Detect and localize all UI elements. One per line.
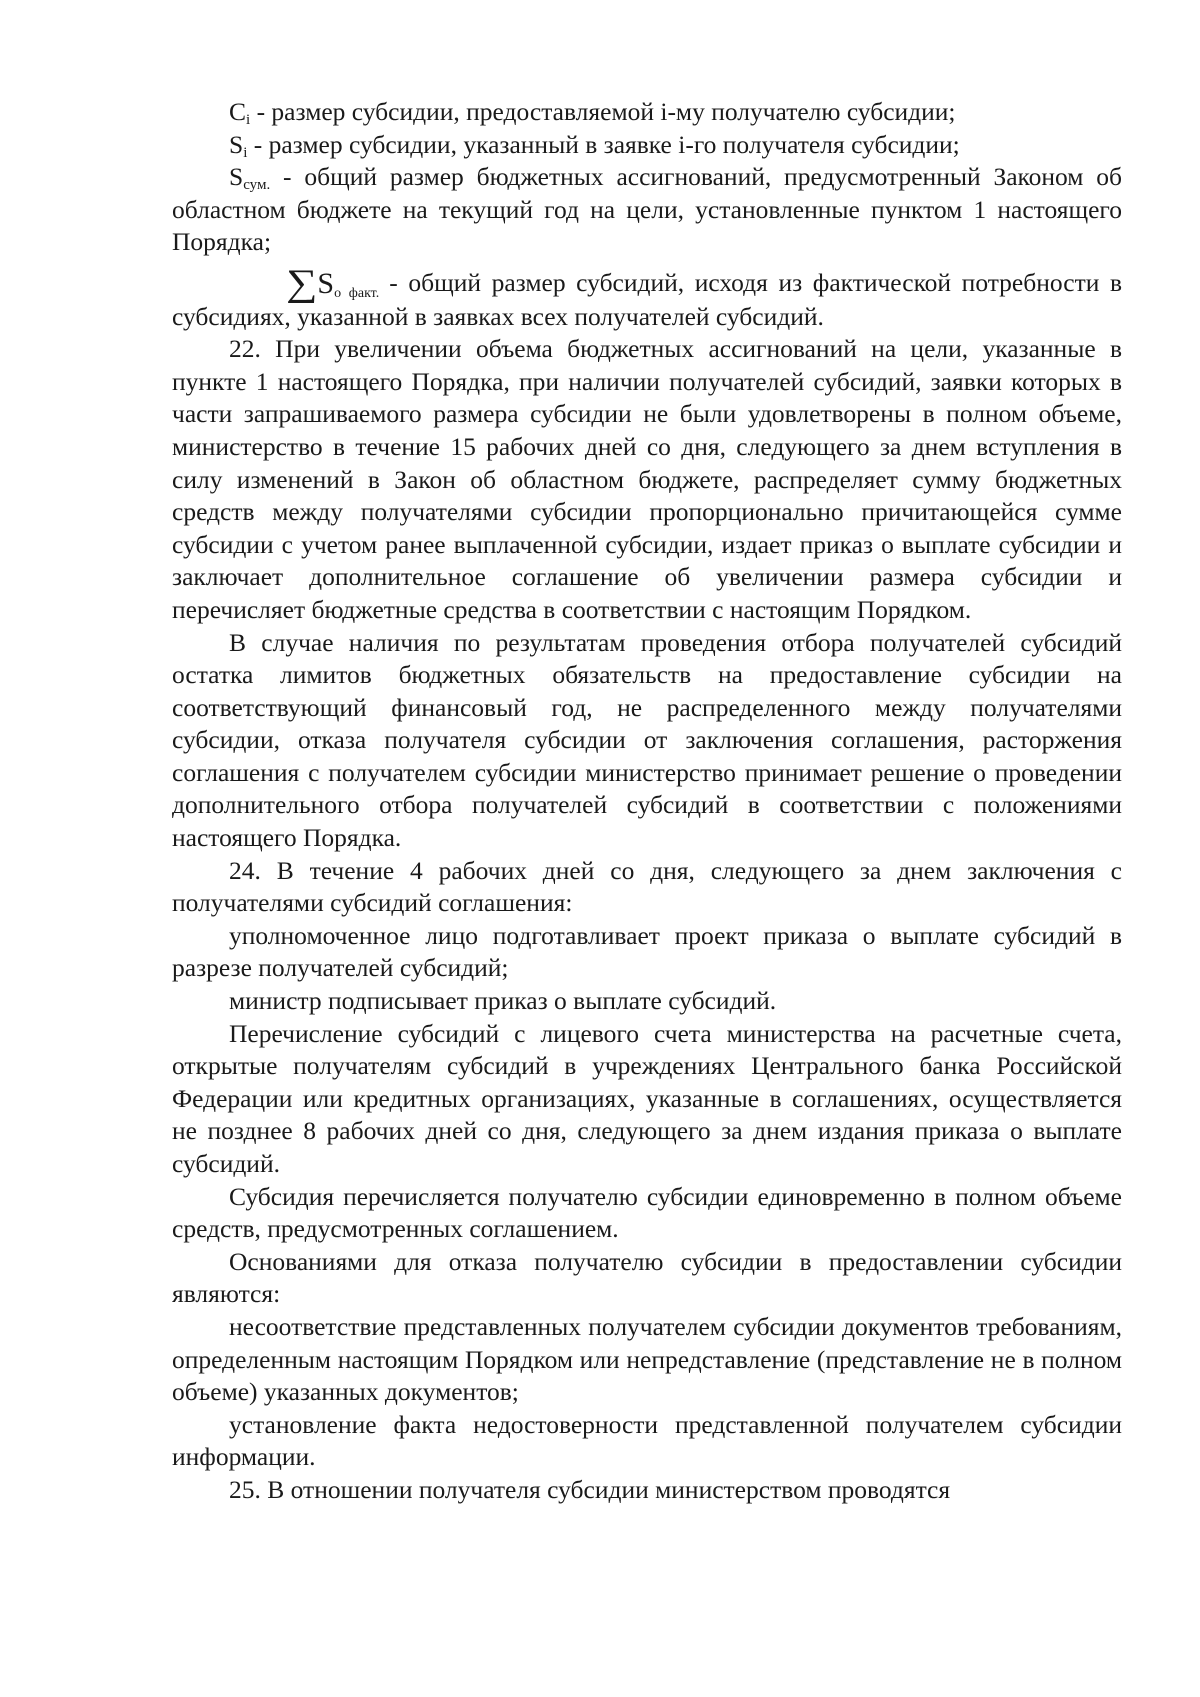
paragraph-24-item-2: министр подписывает приказ о выплате субсидий. [229, 986, 777, 1016]
definition-text: - размер субсидии, предоставляемой i-му получателю субсидии; [250, 97, 956, 126]
paragraph-22: 22. При увеличении объема бюджетных ассигнований на цели, указанные в пункте 1 настоящего Порядка, при наличии получателей субсидий, заявки которых в части запрашиваемого размера субсидии не были удовлетворены в полном объеме, министерство в течение 15 рабочих дней со дня, следующего за днем вступления в силу изменений в Закон об областном бюджете, распределяет сумму бюджетных средств между получателями субсидии пропорционально причитающейся сумме субсидии с учетом ранее выплаченной субсидии, издает приказ о выплате субсидии и заключает дополнительное соглашение об увеличении размера субсидии и перечисляет бюджетные средства в соответствии с настоящим Порядком. [172, 334, 1122, 624]
definition-text: - размер субсидии, указанный в заявке i-го получателя субсидии; [247, 129, 960, 159]
definition-text: - общий размер бюджетных ассигнований, предусмотренный Законом об областном бюджете на текущий год на цели, установленные пунктом 1 настоящего Порядка; [172, 162, 1122, 257]
symbol: S [229, 162, 244, 192]
symbol-subscript: о факт. [334, 285, 380, 301]
symbol: S [317, 266, 335, 300]
paragraph-24-item-1: уполномоченное лицо подготавливает проект приказа о выплате субсидий в разрезе получателей субсидий; [172, 920, 1122, 983]
paragraph-25: 25. В отношении получателя субсидии министерством проводятся [229, 1474, 951, 1504]
paragraph-24-ground-1: несоответствие представленных получателем субсидии документов требованиям, определенным настоящим Порядком или непредставление (представление не в полном объеме) указанных документов; [172, 1311, 1122, 1407]
paragraph-24-refusal-grounds: Основаниями для отказа получателю субсидии в предоставлении субсидии являются: [172, 1246, 1122, 1309]
paragraph-24-transfer: Перечисление субсидий с лицевого счета министерства на расчетные счета, открытые получателям субсидий в учреждениях Центрального банка Российской Федерации или кредитных организациях, указанные в соглашениях, осуществляется не позднее 8 рабочих дней со дня, следующего за днем издания приказа о выплате субсидий. [172, 1018, 1122, 1178]
symbol-subscript: i [246, 112, 251, 128]
symbol: S [229, 129, 244, 159]
definition-text: - общий размер субсидий, исходя из фактической потребности в субсидиях, указанной в заявках всех получателей субсидий. [172, 267, 1123, 331]
paragraph-24-ground-2: установление факта недостоверности представленной получателем субсидии информации. [172, 1409, 1122, 1472]
paragraph-23: В случае наличия по результатам проведения отбора получателей субсидий остатка лимитов бюджетных обязательств на предоставление субсидии на соответствующий финансовый год, не распределенного между получателями субсидии, отказа получателя субсидии от заключения соглашения, расторжения соглашения с получателем субсидии министерство принимает решение о проведении дополнительного отбора получателей субсидий в соответствии с положениями настоящего Порядка. [172, 627, 1122, 853]
symbol-subscript: i [243, 144, 248, 161]
symbol: C [229, 97, 247, 126]
definition-sfact: $\sum S_{о факт.}$ - общий размер субсидий, исходя из фактической потребности в субсидиях, указанной в заявках всех получателей субсидий. [172, 261, 1123, 331]
paragraph-24: 24. В течение 4 рабочих дней со дня, следующего за днем заключения с получателями субсидий соглашения: [172, 855, 1122, 918]
symbol-subscript: сум. [243, 177, 271, 194]
definition-si [172, 129, 1122, 162]
definition-ssum [172, 161, 1122, 259]
paragraph-24-lump-sum: Субсидия перечисляется получателю субсидии единовременно в полном объеме средств, предусмотренных соглашением. [172, 1181, 1122, 1244]
document-page [172, 96, 1122, 1507]
definition-ci [172, 96, 1122, 129]
